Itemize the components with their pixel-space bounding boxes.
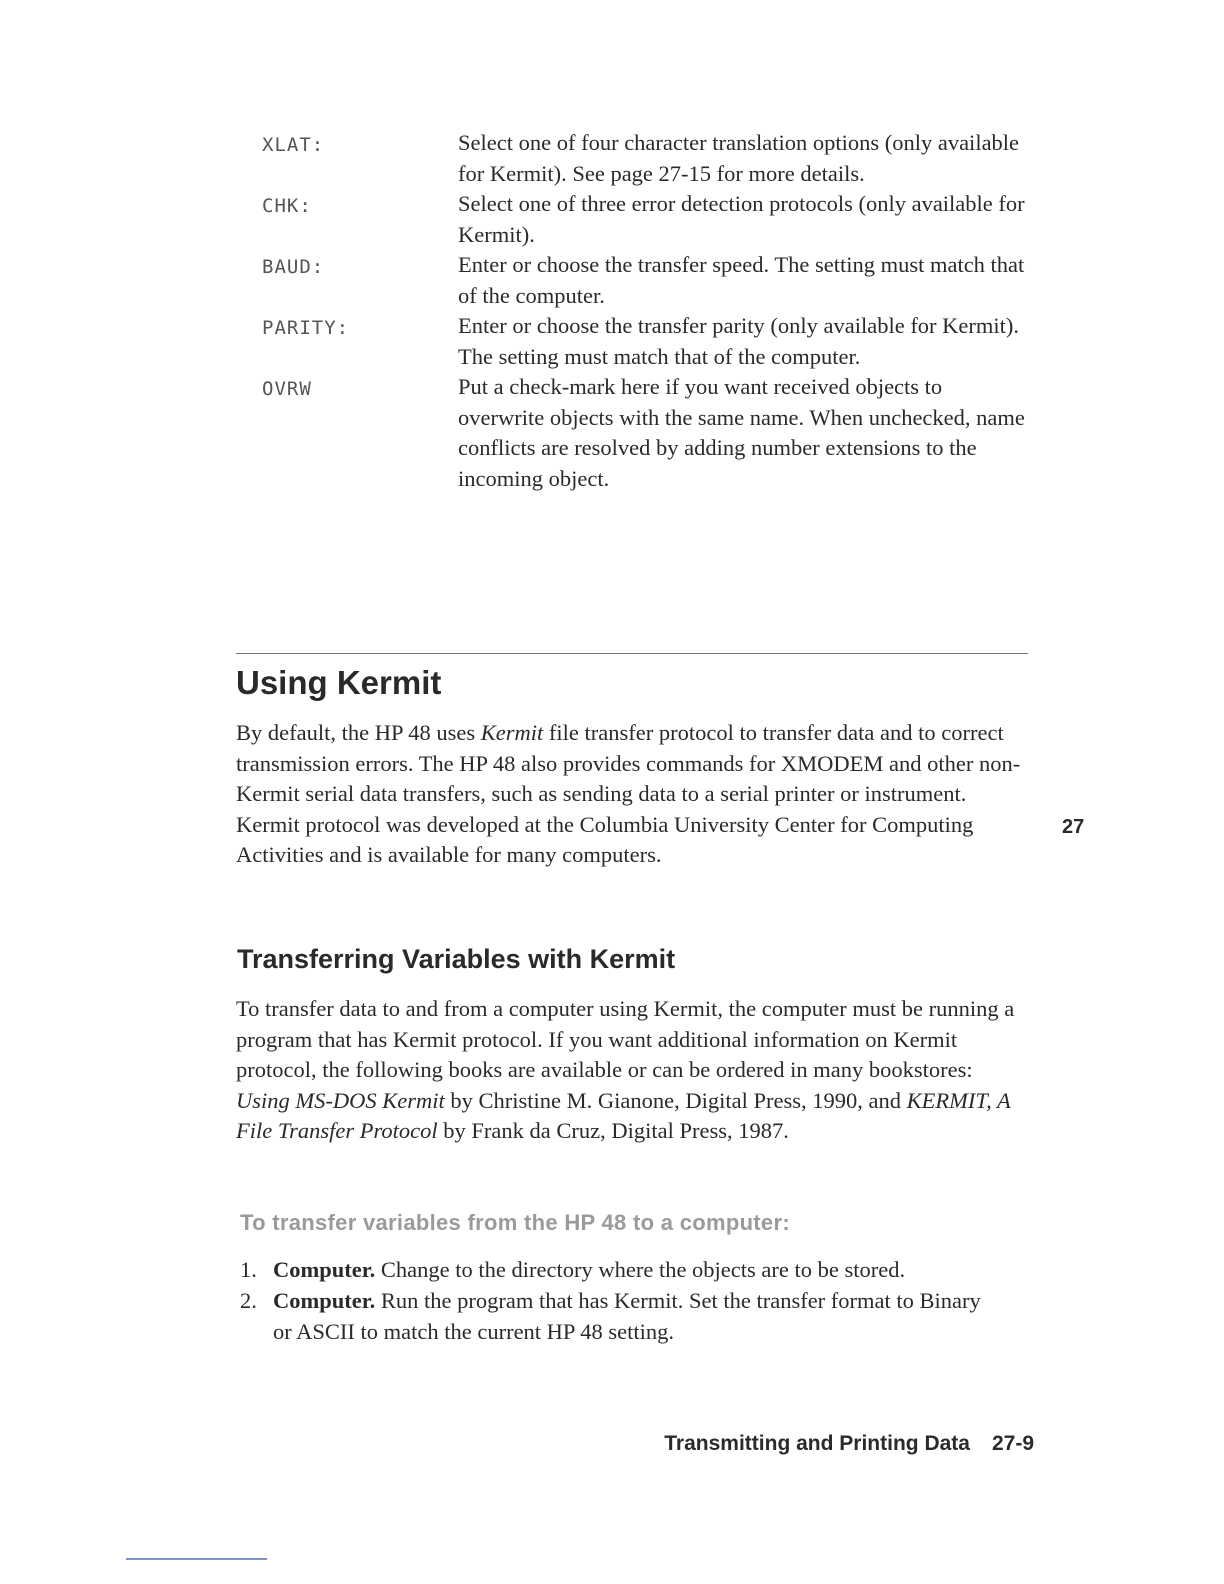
section-divider xyxy=(236,653,1028,654)
chapter-tab: 27 xyxy=(1062,816,1085,838)
step-body xyxy=(273,1254,993,1285)
definition-xlat xyxy=(262,128,1042,189)
step-number: 1. xyxy=(240,1257,257,1282)
paragraph-text: file transfer protocol to transfer data and to correct transmission errors. The HP 48 also provides commands for XMODEM and other non-Kermit serial data transfers, such as sending data to a serial printer or instrument. Kermit protocol was developed at the Columbia University Center for Computing Activities and is available for many computers. xyxy=(236,720,1021,867)
step-text: Run the program that has Kermit. Set the transfer format to Binary or ASCII to match the current HP 48 setting. xyxy=(273,1288,981,1344)
step-label: Computer. xyxy=(273,1288,376,1313)
corner-mark xyxy=(126,1558,267,1560)
definition-description: Select one of three error detection protocols (only available for Kermit). xyxy=(458,191,1025,247)
page-number: 27-9 xyxy=(991,1432,1034,1455)
step-label: Computer. xyxy=(273,1257,376,1282)
procedure-step xyxy=(240,1285,1020,1347)
field-definitions xyxy=(262,128,1042,494)
procedure-steps xyxy=(240,1254,1020,1347)
book-title: Using MS-DOS Kermit xyxy=(236,1087,445,1113)
paragraph-text: by Frank da Cruz, Digital Press, 1987. xyxy=(437,1118,789,1143)
definition-baud xyxy=(262,250,1042,311)
definition-description: Enter or choose the transfer parity (only available for Kermit). The setting must match that of the computer. xyxy=(458,313,1020,369)
definition-parity xyxy=(262,311,1042,372)
section-title-transferring-variables: Transferring Variables with Kermit xyxy=(237,944,676,974)
section-title-using-kermit: Using Kermit xyxy=(236,664,442,701)
paragraph-text: To transfer data to and from a computer using Kermit, the computer must be running a program that has Kermit protocol. If you want additional information on Kermit protocol, the following books are available or can be ordered in many bookstores: xyxy=(236,996,1015,1082)
definition-description: Select one of four character translation options (only available for Kermit). See page 27-15 for more details. xyxy=(458,130,1020,186)
step-body xyxy=(273,1285,993,1347)
page-footer xyxy=(664,1432,1034,1456)
definition-key: PARITY: xyxy=(262,317,350,339)
book-title: KERMIT, A File Transfer Protocol xyxy=(236,1087,1011,1143)
procedure-heading: To transfer variables from the HP 48 to a computer: xyxy=(240,1210,790,1235)
definition-key: BAUD: xyxy=(262,256,325,278)
step-number: 2. xyxy=(240,1288,257,1313)
step-text: Change to the directory where the objects are to be stored. xyxy=(375,1257,906,1282)
paragraph-text: by Christine M. Gianone, Digital Press, 1990, and xyxy=(444,1087,907,1113)
transferring-paragraph xyxy=(236,994,1026,1147)
paragraph-italic: Kermit xyxy=(480,720,544,745)
procedure-step xyxy=(240,1254,1020,1285)
definition-key: OVRW xyxy=(262,378,312,400)
definition-description: Enter or choose the transfer speed. The setting must match that of the computer. xyxy=(458,252,1025,308)
definition-key: XLAT: xyxy=(262,134,325,156)
definition-description: Put a check-mark here if you want received objects to overwrite objects with the same name. When unchecked, name conflicts are resolved by adding number extensions to the incoming object. xyxy=(458,374,1025,491)
footer-title: Transmitting and Printing Data xyxy=(664,1432,970,1455)
definition-ovrw xyxy=(262,372,1042,494)
definition-key: CHK: xyxy=(262,195,312,217)
definition-chk xyxy=(262,189,1042,250)
paragraph-text: By default, the HP 48 uses xyxy=(236,720,481,745)
using-kermit-paragraph xyxy=(236,718,1026,871)
